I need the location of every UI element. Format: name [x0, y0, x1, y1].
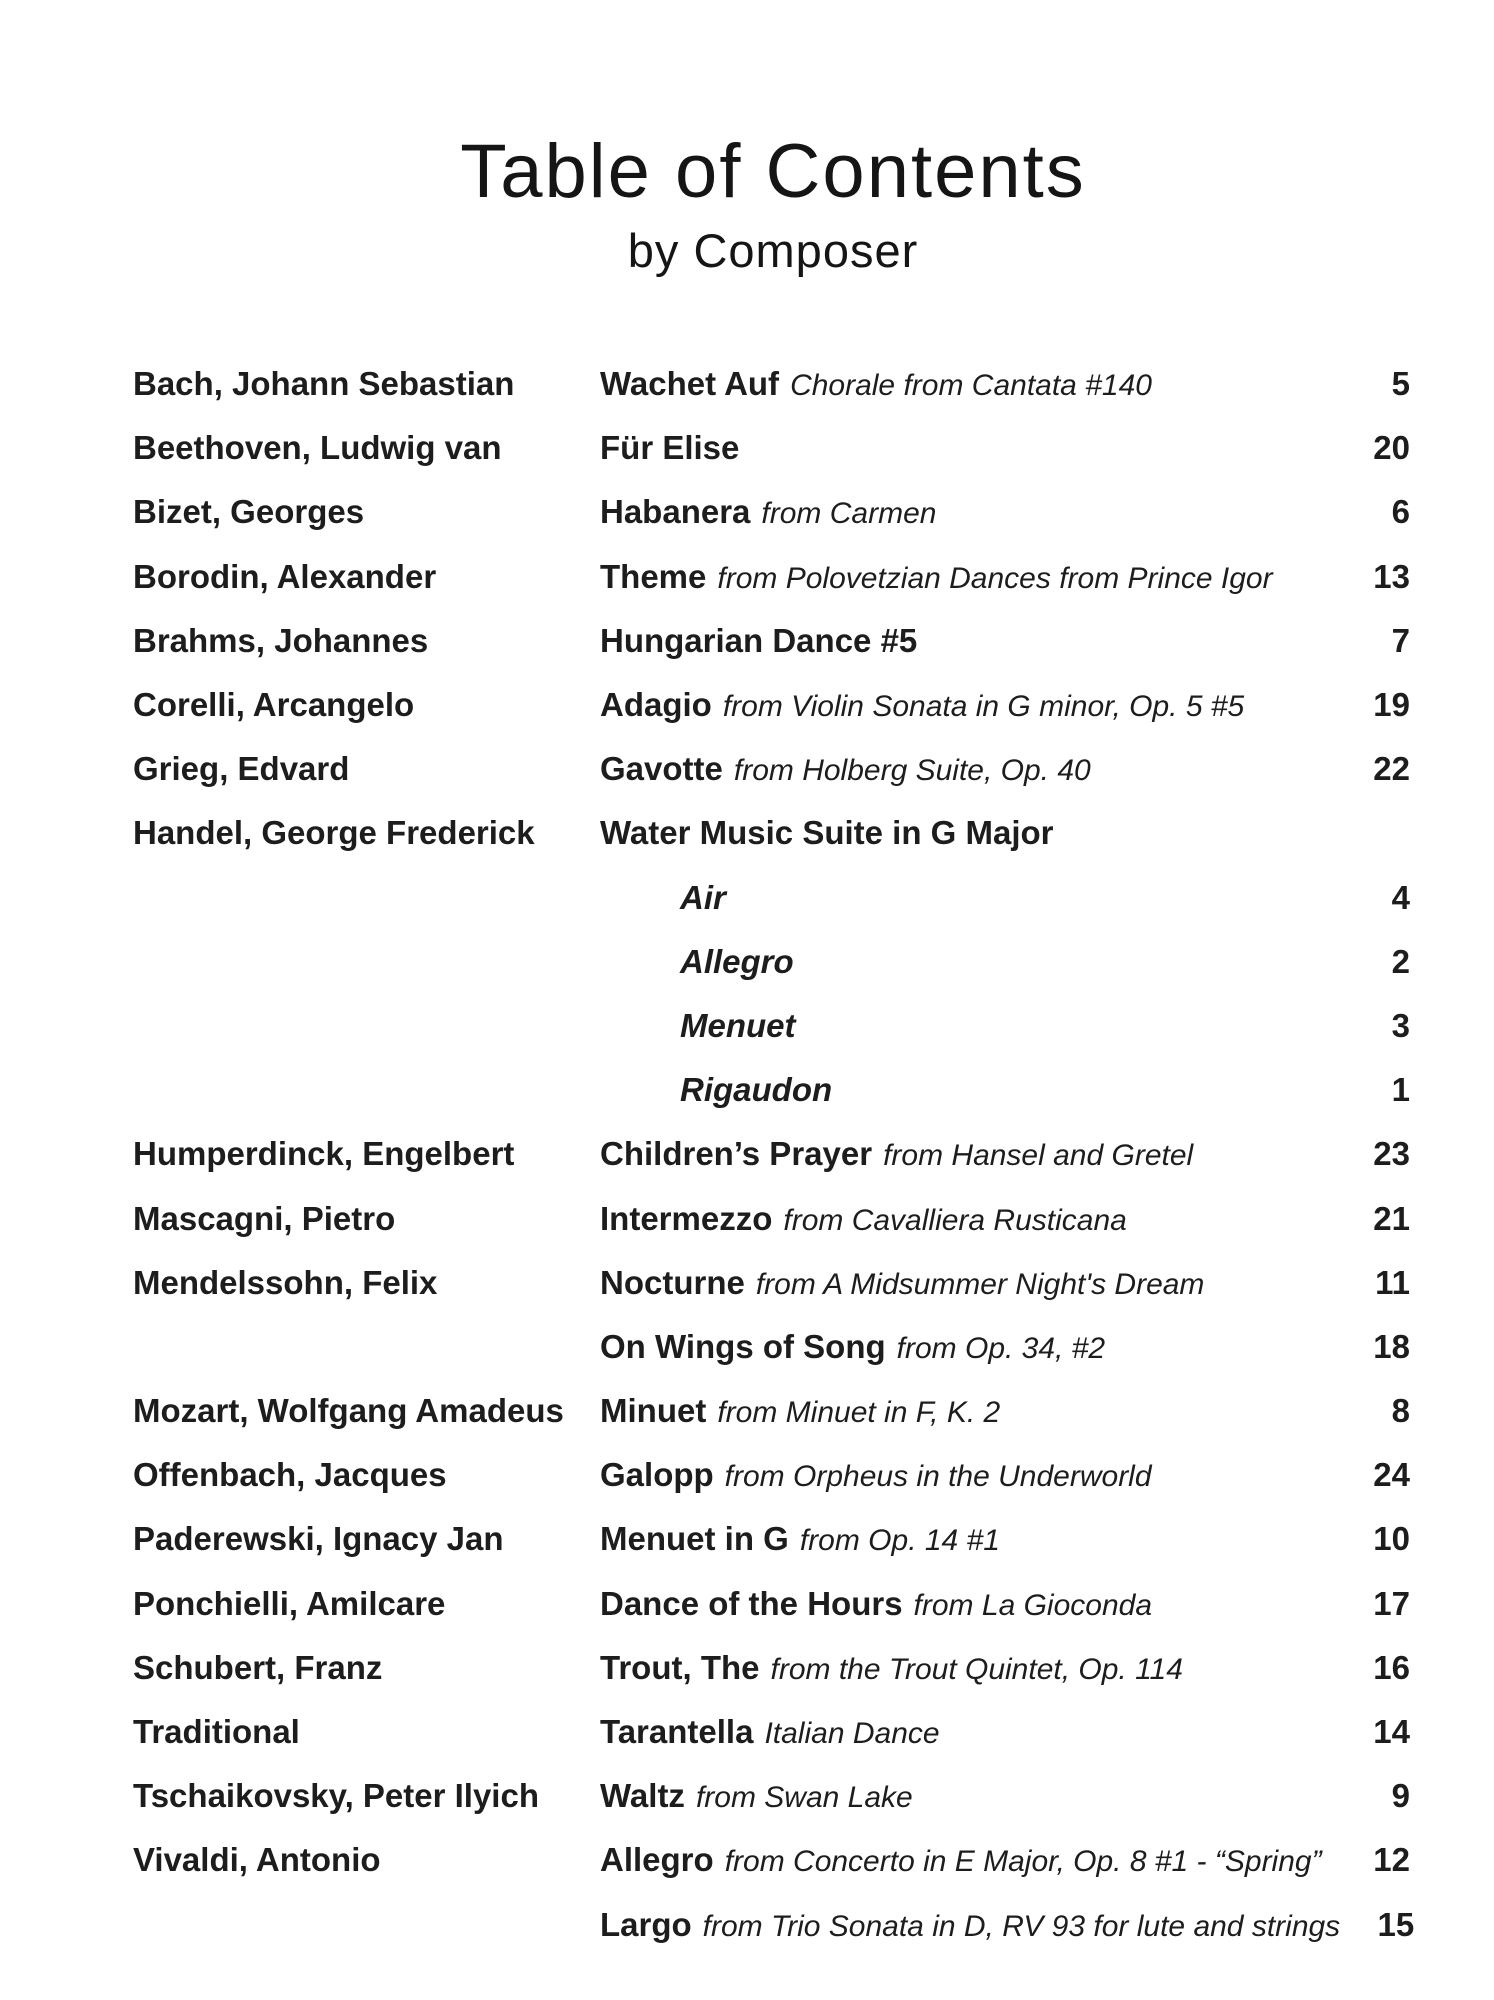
page-number: 24 — [1373, 1456, 1410, 1494]
toc-row — [133, 622, 1410, 686]
page-number: 3 — [1391, 1006, 1410, 1044]
piece-title: Largo — [600, 1905, 692, 1943]
page-number: 4 — [1391, 878, 1410, 916]
composer-name: Bizet, Georges — [133, 493, 365, 531]
page-number: 7 — [1391, 621, 1410, 659]
piece-entry — [600, 1264, 1336, 1302]
page-number: 1 — [1391, 1071, 1410, 1109]
piece-detail: from Cavalliera Rusticana — [783, 1203, 1127, 1237]
page-number: 20 — [1373, 429, 1410, 467]
composer-name: Beethoven, Ludwig van — [133, 429, 502, 467]
piece-title: Children’s Prayer — [600, 1135, 873, 1173]
piece-detail: from the Trout Quintet, Op. 114 — [770, 1652, 1183, 1686]
piece-title: Intermezzo — [600, 1199, 773, 1237]
piece-entry — [600, 558, 1336, 596]
piece-title: Minuet — [600, 1392, 707, 1430]
piece-entry — [600, 686, 1336, 724]
toc-row — [133, 943, 1410, 1007]
piece-entry — [600, 1328, 1336, 1366]
piece-entry — [600, 750, 1336, 788]
piece-title: Waltz — [600, 1777, 685, 1815]
piece-title: Theme — [600, 557, 707, 595]
piece-entry — [600, 1200, 1336, 1238]
piece-entry — [600, 1071, 1336, 1109]
piece-detail: from Swan Lake — [695, 1781, 913, 1815]
piece-title: Trout, The — [600, 1648, 760, 1686]
toc-row — [133, 1071, 1410, 1135]
toc-row — [133, 1200, 1410, 1264]
composer-name: Corelli, Arcangelo — [133, 686, 415, 724]
toc-row — [133, 1905, 1415, 1970]
page-number: 2 — [1391, 942, 1410, 980]
composer-name: Humperdinck, Engelbert — [133, 1135, 515, 1173]
piece-detail: from Minuet in F, K. 2 — [717, 1396, 1001, 1430]
page-number: 17 — [1373, 1584, 1410, 1622]
toc-row — [133, 879, 1410, 943]
piece-detail: from Trio Sonata in D, RV 93 for lute and strings — [702, 1909, 1341, 1943]
toc-row — [133, 686, 1410, 750]
piece-title: Allegro — [680, 942, 794, 980]
piece-entry — [600, 1777, 1336, 1815]
piece-detail: from Carmen — [761, 497, 937, 531]
piece-title: Menuet — [680, 1006, 796, 1044]
toc-header — [0, 0, 1494, 277]
page-number: 15 — [1377, 1905, 1415, 1943]
piece-detail: from Concerto in E Major, Op. 8 #1 - “Spring” — [724, 1845, 1322, 1879]
page-title: Table of Contents — [460, 129, 1086, 214]
piece-entry — [600, 1135, 1336, 1173]
toc-row — [133, 1520, 1410, 1584]
page-number: 6 — [1391, 493, 1410, 531]
piece-detail: Chorale from Cantata #140 — [790, 369, 1152, 403]
page-subtitle: by Composer — [627, 224, 919, 278]
composer-name: Mascagni, Pietro — [133, 1199, 396, 1237]
page-number: 14 — [1373, 1713, 1410, 1751]
piece-entry — [600, 1585, 1336, 1623]
piece-title: Hungarian Dance #5 — [600, 621, 918, 659]
piece-detail: from Violin Sonata in G minor, Op. 5 #5 — [722, 690, 1245, 724]
toc-row — [133, 429, 1410, 493]
piece-title: Dance of the Hours — [600, 1584, 903, 1622]
composer-name: Offenbach, Jacques — [133, 1456, 447, 1494]
page-number: 5 — [1391, 365, 1410, 403]
toc-row — [133, 1007, 1410, 1071]
piece-entry — [600, 622, 1336, 660]
piece-entry — [600, 1007, 1336, 1045]
composer-name: Paderewski, Ignacy Jan — [133, 1520, 504, 1558]
piece-title: Wachet Auf — [600, 365, 780, 403]
piece-title: Water Music Suite in G Major — [600, 814, 1054, 852]
piece-entry — [600, 943, 1336, 981]
piece-title: Allegro — [600, 1841, 714, 1879]
toc-row — [133, 750, 1410, 814]
piece-entry — [600, 1841, 1336, 1879]
piece-detail: from La Gioconda — [913, 1588, 1153, 1622]
piece-title: Air — [680, 878, 726, 916]
piece-title: Habanera — [600, 493, 751, 531]
composer-name: Grieg, Edvard — [133, 750, 350, 788]
piece-title: Tarantella — [600, 1713, 754, 1751]
toc-row — [133, 1264, 1410, 1328]
page-number: 8 — [1391, 1392, 1410, 1430]
piece-title: Menuet in G — [600, 1520, 789, 1558]
piece-entry — [600, 814, 1336, 852]
toc-row — [133, 1392, 1410, 1456]
toc-list — [133, 365, 1415, 1970]
page-number: 16 — [1373, 1648, 1410, 1686]
composer-name: Handel, George Frederick — [133, 814, 535, 852]
composer-name: Borodin, Alexander — [133, 557, 437, 595]
piece-title: On Wings of Song — [600, 1327, 886, 1365]
piece-entry — [600, 1649, 1336, 1687]
page-number: 12 — [1373, 1841, 1410, 1879]
composer-name: Bach, Johann Sebastian — [133, 365, 515, 403]
composer-name: Traditional — [133, 1713, 300, 1751]
piece-title: Nocturne — [600, 1263, 745, 1301]
toc-row — [133, 1135, 1410, 1199]
piece-entry — [600, 1392, 1336, 1430]
piece-entry — [600, 493, 1336, 531]
piece-title: Adagio — [600, 686, 712, 724]
toc-row — [133, 1328, 1410, 1392]
piece-title: Rigaudon — [680, 1071, 833, 1109]
page-number: 23 — [1373, 1135, 1410, 1173]
toc-row — [133, 365, 1410, 429]
composer-name: Ponchielli, Amilcare — [133, 1584, 446, 1622]
toc-row — [133, 1841, 1410, 1905]
composer-name: Tschaikovsky, Peter Ilyich — [133, 1777, 539, 1815]
piece-detail: Italian Dance — [764, 1717, 940, 1751]
composer-name: Schubert, Franz — [133, 1648, 383, 1686]
piece-detail: from Holberg Suite, Op. 40 — [733, 754, 1091, 788]
piece-entry — [600, 1456, 1336, 1494]
toc-row — [133, 558, 1410, 622]
composer-name: Mozart, Wolfgang Amadeus — [133, 1392, 564, 1430]
page-number: 9 — [1391, 1777, 1410, 1815]
page-number: 13 — [1373, 557, 1410, 595]
piece-title: Galopp — [600, 1456, 714, 1494]
piece-entry — [600, 1520, 1336, 1558]
piece-entry — [600, 1713, 1336, 1751]
piece-title: Für Elise — [600, 429, 740, 467]
toc-row — [133, 1649, 1410, 1713]
piece-detail: from A Midsummer Night's Dream — [755, 1267, 1205, 1301]
piece-entry — [600, 1906, 1340, 1944]
piece-entry — [600, 365, 1336, 403]
piece-detail: from Hansel and Gretel — [883, 1139, 1194, 1173]
piece-title: Gavotte — [600, 750, 723, 788]
piece-detail: from Op. 14 #1 — [799, 1524, 1000, 1558]
piece-detail: from Op. 34, #2 — [896, 1331, 1106, 1365]
page-number: 19 — [1373, 686, 1410, 724]
composer-name: Mendelssohn, Felix — [133, 1263, 438, 1301]
toc-row — [133, 1585, 1410, 1649]
page-number: 11 — [1375, 1263, 1410, 1301]
piece-detail: from Polovetzian Dances from Prince Igor — [717, 561, 1273, 595]
toc-row — [133, 1456, 1410, 1520]
toc-row — [133, 1777, 1410, 1841]
page-number: 21 — [1373, 1199, 1410, 1237]
page-number: 18 — [1373, 1327, 1410, 1365]
page-number: 22 — [1373, 750, 1410, 788]
toc-row — [133, 1713, 1410, 1777]
piece-entry — [600, 429, 1336, 467]
composer-name: Brahms, Johannes — [133, 621, 429, 659]
piece-entry — [600, 879, 1336, 917]
toc-row — [133, 493, 1410, 557]
toc-row — [133, 814, 1410, 878]
composer-name: Vivaldi, Antonio — [133, 1841, 381, 1879]
piece-detail: from Orpheus in the Underworld — [724, 1460, 1152, 1494]
page-number: 10 — [1373, 1520, 1410, 1558]
